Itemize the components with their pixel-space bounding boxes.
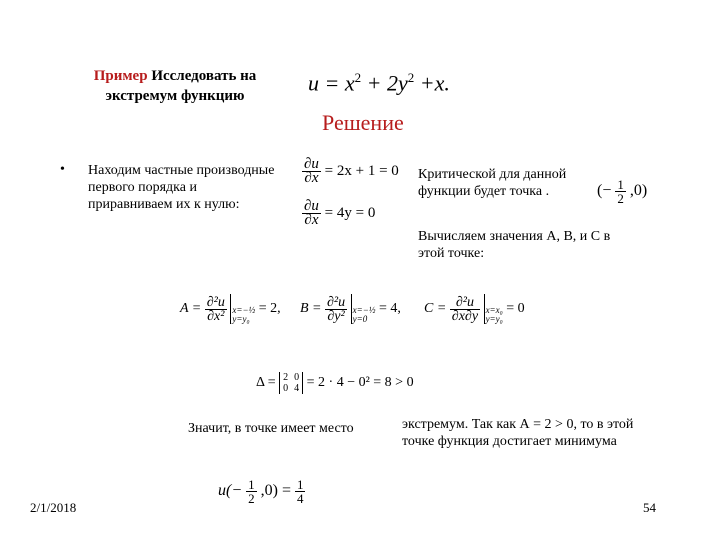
formula-lhs: u — [308, 70, 319, 96]
crit-num: 1 — [617, 177, 624, 192]
formula-power-2: 2 — [407, 70, 415, 85]
partial-num-2: ∂u — [304, 198, 319, 214]
a-rhs: = 2, — [258, 301, 281, 317]
b-eval-bar — [351, 294, 376, 324]
formula-power-1: 2 — [354, 70, 362, 85]
formula-tail: +x. — [419, 70, 450, 96]
u-result-fraction — [295, 478, 306, 505]
u-arg-num: 1 — [248, 477, 255, 492]
u-arg-den: 2 — [248, 491, 255, 506]
formula-y: y — [397, 70, 408, 96]
compute-text: Вычисляем значения А, В, и С в этой точке: — [418, 229, 611, 261]
example-task: Исследовать на экстремум функцию — [105, 68, 257, 104]
bullet-marker: • — [60, 162, 65, 177]
partial-fraction-1 — [302, 158, 321, 185]
formula-eq: = — [324, 70, 340, 96]
b-fraction — [325, 296, 347, 323]
u-result-den: 4 — [296, 491, 304, 506]
critical-point-text: Критической для данной функции будет точка . — [418, 167, 567, 199]
solution-heading: Решение — [322, 110, 404, 135]
b-rhs: = 4, — [379, 301, 401, 317]
det-cell-22: 4 — [294, 383, 300, 394]
partial-eq-2 — [302, 200, 375, 227]
c-lhs: C = — [424, 301, 447, 317]
delta-formula — [256, 372, 414, 394]
formula-x: x — [344, 70, 355, 96]
a-sub-2: y=y₀ — [232, 314, 250, 324]
c-den: ∂x∂y — [451, 308, 479, 324]
u-close: ,0) = — [260, 482, 291, 500]
c-rhs: = 0 — [506, 301, 525, 317]
u-minimum-value — [218, 478, 305, 505]
c-fraction — [450, 296, 480, 323]
delta-determinant — [279, 372, 303, 394]
second-deriv-b — [300, 294, 401, 324]
a-num: ∂²u — [206, 294, 225, 310]
delta-lhs: Δ = — [256, 375, 276, 391]
u-result-num: 1 — [296, 477, 304, 492]
crit-fraction — [615, 178, 626, 205]
c-eval-bar — [484, 294, 503, 324]
formula-plus: + 2 — [366, 70, 398, 96]
det-cell-21: 0 — [283, 383, 289, 394]
partial-rhs-2: = 4y = 0 — [324, 204, 376, 221]
c-num: ∂²u — [450, 296, 480, 310]
example-title — [60, 66, 290, 106]
crit-den: 2 — [617, 191, 624, 206]
conclusion-result: экстремум. Так как А = 2 > 0, то в этой точке функция достигает минимума — [402, 417, 634, 449]
b-sub-1: x=−½ — [352, 305, 376, 315]
a-lhs: A = — [180, 301, 202, 317]
b-den: ∂y² — [327, 308, 345, 324]
partial-rhs-1: = 2x + 1 = 0 — [324, 162, 399, 179]
partial-den-1: ∂x — [304, 170, 319, 186]
a-fraction — [205, 296, 227, 323]
b-sub-2: y=0 — [352, 314, 368, 324]
example-lead: Пример — [93, 68, 148, 84]
a-den: ∂x² — [207, 308, 225, 324]
a-eval-bar — [230, 294, 255, 324]
det-cell-12: 0 — [294, 372, 300, 383]
u-open: u(− — [218, 482, 243, 500]
step1-text: Находим частные производные первого порядка и приравниваем их к нулю: — [88, 163, 275, 212]
partial-den-2: ∂x — [304, 212, 319, 228]
partial-eq-1 — [302, 158, 399, 185]
footer-page-number: 54 — [643, 500, 656, 515]
c-sub-2: y=y₀ — [485, 314, 503, 324]
u-arg-fraction — [246, 478, 257, 505]
a-sub-1: x=−½ — [232, 305, 256, 315]
function-formula — [308, 70, 450, 96]
second-deriv-a — [180, 294, 281, 324]
delta-rhs: = 2 · 4 − 0² = 8 > 0 — [306, 375, 414, 391]
footer-date: 2/1/2018 — [30, 500, 77, 515]
conclusion-then: Значит, в точке имеет место — [188, 421, 354, 436]
partial-num-1: ∂u — [304, 156, 319, 172]
partial-fraction-2 — [302, 200, 321, 227]
second-deriv-c — [424, 294, 525, 324]
b-num: ∂²u — [327, 294, 346, 310]
critical-point-value — [597, 178, 647, 205]
c-sub-1: x=x₀ — [485, 305, 503, 315]
b-lhs: B = — [300, 301, 322, 317]
det-cell-11: 2 — [283, 372, 289, 383]
crit-open: (− — [597, 182, 612, 200]
crit-close: ,0) — [629, 182, 648, 200]
